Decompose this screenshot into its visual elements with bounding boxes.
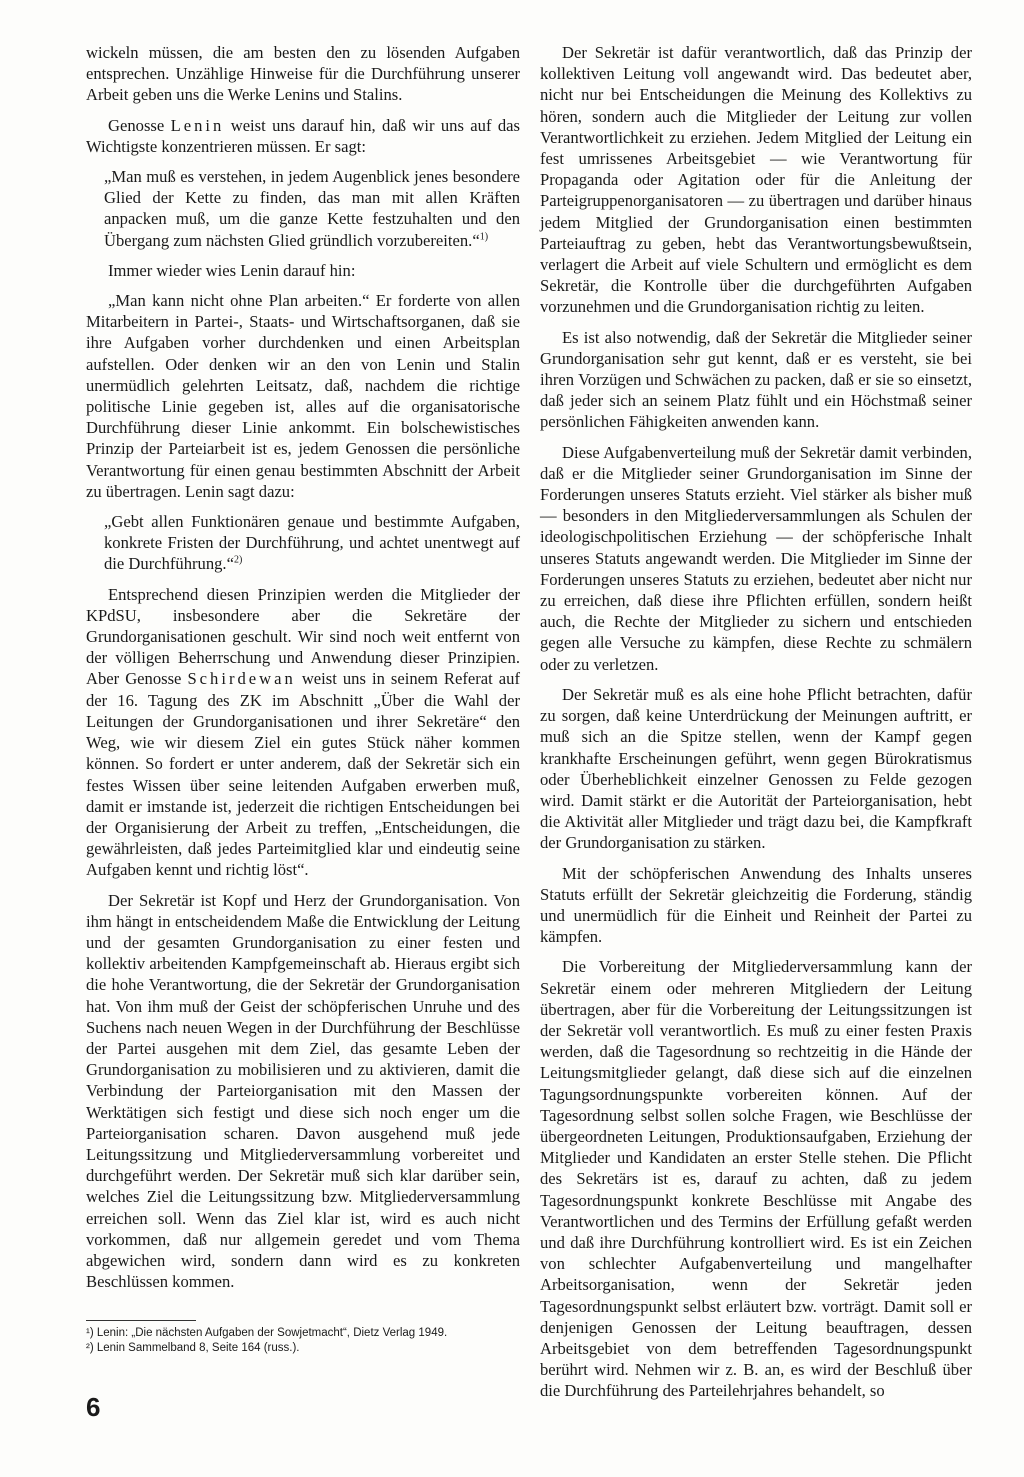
left-paragraph-2 (86, 115, 520, 157)
left-column (86, 42, 520, 1301)
left-paragraph-5-pre: Entsprechend diesen Prinzipien werden die Mitglieder der KPdSU, insbesondere aber die Sekretäre der Grundorganisationen geschult. Wir sind noch weit entfernt von der völligen Beherrschung und Anwendung dieser Prinzipien. Aber Genosse (86, 584, 520, 689)
footnote-divider (86, 1320, 196, 1321)
left-paragraph-5-post: weist uns in seinem Referat auf der 16. Tagung des ZK im Abschnitt „Über die Wahl der Leitungen der Grundorganisationen und ihrer Sekretäre“ den Weg, wie wir diesem Ziel ein gutes Stück näher kommen können. So fordert er unter anderem, daß der Sekretär sich ein festes Wissen über seine leitenden Aufgaben erwerben muß, damit er imstande ist, jederzeit die richtigen Entscheidungen bei der Organisierung der Arbeit zu treffen, „Entscheidungen, die gewährleisten, daß jedes Parteimitglied klar und eindeutig seine Aufgaben kennt und richtig löst“. (86, 669, 520, 880)
right-paragraph-5: Mit der schöpferischen Anwendung des Inhalts unseres Statuts erfüllt der Sekretär gleichzeitig die Forderung, ständig und unermüdlich für die Einheit und Reinheit der Partei zu kämpfen. (540, 863, 972, 947)
right-column (540, 42, 972, 1411)
right-paragraph-6: Die Vorbereitung der Mitgliederversammlung kann der Sekretär einem oder mehreren Mitgliedern der Leitung übertragen, aber für die Vorbereitung der Leitungssitzungen ist der Sekretär voll verantwortlich. Es muß zu einer festen Praxis werden, daß die Tagesordnung so rechtzeitig in die Hände der Leitungsmitglieder gelangt, daß diese sich auf die einzelnen Tagungsordnungspunkte vorbereiten können. Auf der Tagesordnung selbst sollen solche Fragen, wie Beschlüsse der übergeordneten Leitungen, Produktionsaufgaben, Erziehung der Mitglieder und Kandidaten an erster Stelle stehen. Die Pflicht des Sekretärs ist es, darauf zu achten, daß zu jedem Tagesordnungspunkt konkrete Beschlüsse mit Angabe des Verantwortlichen und des Termins der Erfüllung gefaßt werden und daß ihre Durchführung kontrolliert wird. Es ist ein Zeichen von schlechter Aufgabenverteilung und mangelhafter Arbeitsorganisation, wenn der Sekretär jeden Tagesordnungspunkt selbst erläutert bzw. vorträgt. Damit soll er denjenigen Genossen der Leitung beauftragen, dessen Arbeitsgebiet von dem betreffenden Tagesordnungspunkt berührt wird. Nehmen wir z. B. an, es wird der Beschluß über die Durchführung des Parteilehrjahres behandelt, so (540, 957, 972, 1401)
quote-2-text: „Gebt allen Funktionären genaue und bestimmte Aufgaben, konkrete Fristen der Durchführung, und achtet unentwegt auf die Durchführung.“ (104, 512, 520, 574)
quote-1-text: „Man muß es verstehen, in jedem Augenblick jenes besondere Glied der Kette zu finden, das man mit allen Kräften anpacken muß, um die ganze Kette festzuhalten und den Übergang zum nächsten Glied gründlich vorzubereiten.“ (104, 167, 520, 250)
footnote-1: ¹) Lenin: „Die nächsten Aufgaben der Sowjetmacht“, Dietz Verlag 1949. (86, 1327, 448, 1339)
left-paragraph-3: Immer wieder wies Lenin darauf hin: (108, 260, 356, 280)
name-lenin: Lenin (170, 115, 225, 135)
quote-2 (86, 511, 520, 575)
right-paragraph-4: Der Sekretär muß es als eine hohe Pflicht betrachten, dafür zu sorgen, daß keine Unterdrückung der Meinungen auftritt, er muß sich an die Spitze stellen, wenn der Kampf gegen krankhafte Erscheinungen geführt, wenn gegen Bürokratismus oder Überheblichkeit einzelner Genossen zu Felde gezogen wird. Damit stärkt er die Autorität der Parteiorganisation, hebt die Aktivität aller Mitglieder und trägt dazu bei, die Kampfkraft der Grundorganisation zu stärken. (540, 684, 972, 853)
footnote-ref-1: 1) (479, 231, 489, 243)
footnote-ref-2: 2) (233, 554, 243, 566)
left-paragraph-2-pre: Genosse (108, 115, 171, 135)
left-paragraph-5 (86, 584, 520, 881)
left-paragraph-2-post: weist uns darauf hin, daß wir uns auf das Wichtigste konzentrieren müssen. Er sagt: (86, 115, 520, 156)
left-paragraph-6: Der Sekretär ist Kopf und Herz der Grundorganisation. Von ihm hängt in entscheidendem Maße die Entwicklung der Leitung und der gesamten Grundorganisation zu einer festen und kollektiv arbeitenden Kampfgemeinschaft ab. Hieraus ergibt sich die hohe Verantwortung, die der Sekretär der Grundorganisation hat. Von ihm muß der Geist der schöpferischen Unruhe und des Suchens nach neuen Wegen in der Durchführung der Beschlüsse der Partei ausgehen mit dem Ziel, das gesamte Leben der Grundorganisation zu mobilisieren und zu aktivieren, damit die Verbindung der Parteiorganisation mit den Massen der Werktätigen sich festigt und diese sich noch enger um die Parteiorganisation scharen. Davon ausgehend muß jede Leitungssitzung und Mitgliederversammlung vorbereitet und durchgeführt werden. Der Sekretär muß sich klar darüber sein, welches Ziel die Leitungssitzung bzw. Mitgliederversammlung erreichen soll. Wenn das Ziel klar ist, wird es auch nicht vorkommen, daß nur allgemein geredet und vom Thema abgewichen wird, sondern dann wird es zu konkreten Beschlüssen kommen. (86, 890, 520, 1292)
right-paragraph-3: Diese Aufgabenverteilung muß der Sekretär damit verbinden, daß er die Mitglieder seiner Grundorganisation im Sinne der Forderungen unseres Statuts erzieht. Viel stärker als bisher muß — besonders in den Mitgliederversammlungen als Schulen der ideologischpolitischen Erziehung — der schöpferische Inhalt unseres Statuts angewandt werden. Die Mitglieder im Sinne der Forderungen unseres Statuts zu erziehen, bedeutet aber nicht nur zu erreichen, daß diese ihre Pflichten erfüllen, sondern heißt auch, die Rechte der Mitglieder zu sichern und entschieden gegen alle Versuche zu kämpfen, diese Rechte zu schmälern oder zu verletzen. (540, 442, 972, 674)
right-paragraph-2: Es ist also notwendig, daß der Sekretär die Mitglieder seiner Grundorganisation sehr gut kennt, daß er es versteht, sie bei ihren Vorzügen und Schwächen zu packen, daß er sie so einsetzt, daß jeder sich an seinem Platz fühlt und ein Höchstmaß seiner persönlichen Fähigkeiten anwenden kann. (540, 327, 972, 432)
quote-1 (86, 166, 520, 251)
name-schirdewan: Schirdewan (187, 669, 296, 689)
left-paragraph-4: „Man kann nicht ohne Plan arbeiten.“ Er forderte von allen Mitarbeitern in Partei-, Staats- und Wirtschaftsorganen, daß sie ihre Aufgaben vorher durchdenken und einen Arbeitsplan aufstellen. Oder denken wir an den von Lenin und Stalin unermüdlich gelehrten Leitsatz, daß, nachdem die richtige politische Linie gegeben ist, alles auf die organisatorische Durchführung dieser Linie ankommt. Ein bolschewistisches Prinzip der Parteiarbeit ist es, jedem Genossen die persönliche Verantwortung für einen genau bestimmten Abschnitt der Arbeit zu übertragen. Lenin sagt dazu: (86, 291, 520, 501)
right-paragraph-1: Der Sekretär ist dafür verantwortlich, daß das Prinzip der kollektiven Leitung voll angewandt wird. Das bedeutet aber, nicht nur bei Entscheidungen die Meinung des Kollektivs zu hören, sondern auch die Mitglieder der Leitung zur vollen Verantwortlichkeit zu erziehen. Jedem Mitglied der Leitung ein fest umrissenes Arbeitsgebiet — wie Verantwortung für Propaganda oder Agitation oder für die Anleitung der Parteigruppenorganisatoren — zu übertragen und darüber hinaus jedem Mitglied der Grundorganisation einen bestimmten Parteiauftrag zu geben, hebt das Verantwortungsbewußtsein, verlagert die Arbeit auf viele Schultern und ermöglicht es dem Sekretär, die Kontrolle über die durchgeführten Aufgaben vorzunehmen und die Grundorganisation richtig zu leiten. (540, 43, 972, 317)
footnotes (86, 1326, 520, 1355)
page-number: 6 (86, 1392, 101, 1422)
footnote-2: ²) Lenin Sammelband 8, Seite 164 (russ.). (86, 1341, 300, 1354)
left-paragraph-1: wickeln müssen, die am besten den zu lösenden Aufgaben entsprechen. Unzählige Hinweise für die Durchführung unserer Arbeit geben uns die Werke Lenins und Stalins. (86, 43, 520, 105)
